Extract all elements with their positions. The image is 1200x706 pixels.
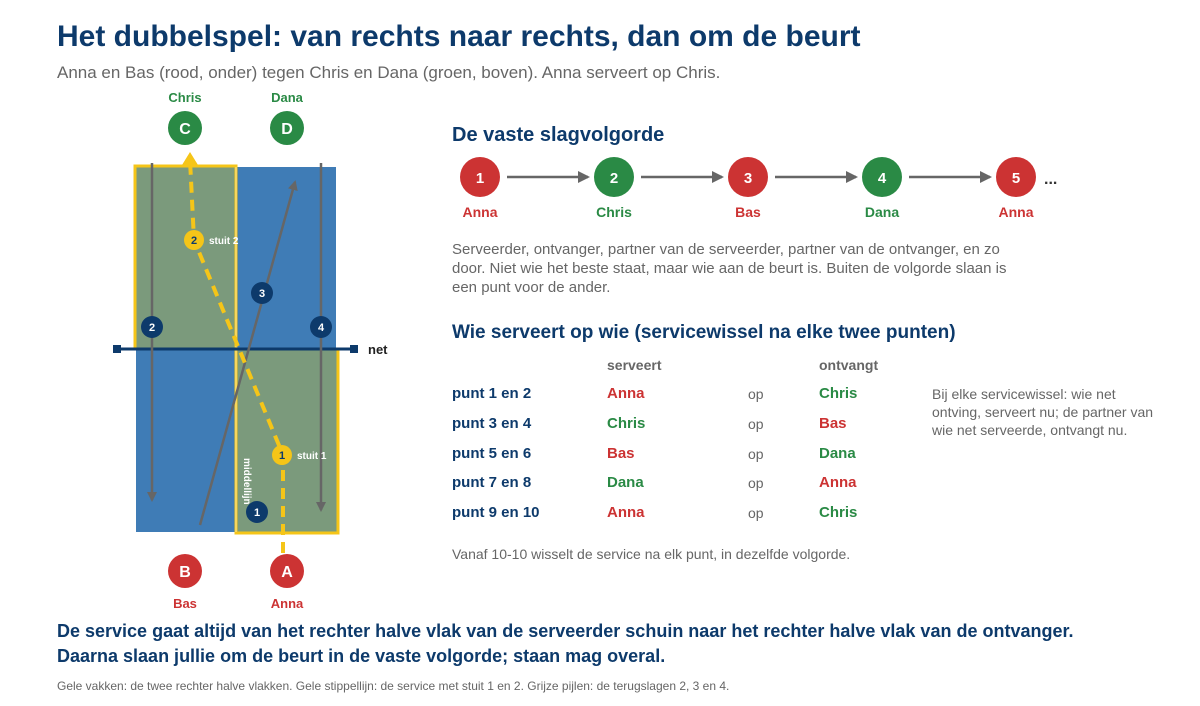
sequence-name-5: Anna (998, 204, 1034, 220)
column-header-receives: ontvangt (819, 357, 879, 373)
shot-number-3: 3 (258, 288, 266, 300)
court-diagram (0, 0, 420, 620)
page-title: Het dubbelspel: van rechts naar rechts, dan om de beurt (57, 20, 861, 53)
bottom-line-2: Daarna slaan jullie om de beurt in de vaste volgorde; staan mag overal. (57, 646, 666, 666)
row-2-op: op (748, 416, 764, 432)
sequence-name-3: Bas (735, 204, 761, 220)
row-2-server: Chris (607, 415, 646, 432)
player-label-bas: Bas (173, 596, 197, 611)
player-label-chris: Chris (168, 90, 202, 105)
bottom-line-1: De service gaat altijd van het rechter halve vlak van de serveerder schuin naar het rechter halve vlak van de ontvanger. (57, 621, 1074, 641)
net-label: net (368, 342, 388, 357)
sequence-name-1: Anna (462, 204, 498, 220)
bounce-number-1: 1 (278, 450, 286, 462)
net-post-left (113, 345, 121, 353)
row-4-receiver: Anna (819, 474, 857, 491)
column-header-serves: serveert (607, 357, 662, 373)
sequence-name-4: Dana (864, 204, 900, 220)
player-letter-dana: D (281, 121, 293, 138)
sequence-number-2: 2 (609, 170, 619, 187)
row-5-points: punt 9 en 10 (452, 504, 540, 521)
row-5-receiver: Chris (819, 504, 858, 521)
row-2-points: punt 3 en 4 (452, 415, 532, 432)
player-label-dana: Dana (271, 90, 303, 105)
player-letter-anna: A (281, 564, 293, 581)
row-4-points: punt 7 en 8 (452, 474, 532, 491)
sequence-flow (440, 150, 1080, 210)
row-4-op: op (748, 475, 764, 491)
row-3-op: op (748, 446, 764, 462)
sequence-ellipsis: ... (1044, 171, 1058, 188)
player-letter-chris: C (179, 121, 191, 138)
shot-number-4: 4 (317, 322, 325, 334)
row-1-op: op (748, 386, 764, 402)
bounce-number-2: 2 (190, 235, 198, 247)
sequence-name-2: Chris (596, 204, 632, 220)
row-4-server: Dana (607, 474, 644, 491)
midline-label: middellijn (241, 458, 252, 505)
shot-number-1: 1 (253, 507, 261, 519)
sequence-heading: De vaste slagvolgorde (452, 124, 665, 146)
service-side-note: Bij elke servicewissel: wie net ontving, serveert nu; de partner van wie net serveerde, ontvangt nu. (932, 386, 1154, 438)
row-3-server: Bas (607, 445, 635, 462)
bounce-label-1: stuit 1 (297, 451, 327, 462)
sequence-number-5: 5 (1011, 170, 1021, 187)
player-label-anna: Anna (270, 596, 304, 611)
row-1-points: punt 1 en 2 (452, 385, 532, 402)
shot-number-2: 2 (148, 322, 156, 334)
page-subtitle: Anna en Bas (rood, onder) tegen Chris en Dana (groen, boven). Anna serveert op Chris. (57, 63, 721, 82)
sequence-number-3: 3 (743, 170, 753, 187)
row-3-points: punt 5 en 6 (452, 445, 532, 462)
player-letter-bas: B (179, 564, 191, 581)
bounce-label-2: stuit 2 (209, 236, 239, 247)
sequence-number-1: 1 (475, 170, 485, 187)
row-5-op: op (748, 505, 764, 521)
sequence-description: Serveerder, ontvanger, partner van de serveerder, partner van de ontvanger, en zo door. Niet wie het beste staat, maar wie aan de beurt is. Buiten de volgorde slaan is een punt voor de ander. (452, 241, 1007, 296)
sequence-number-4: 4 (877, 170, 887, 187)
row-3-receiver: Dana (819, 445, 856, 462)
service-footer-note: Vanaf 10-10 wisselt de service na elk punt, in dezelfde volgorde. (452, 546, 851, 562)
row-5-server: Anna (607, 504, 645, 521)
service-table-heading: Wie serveert op wie (servicewissel na elke twee punten) (452, 322, 956, 343)
figure-caption: Gele vakken: de twee rechter halve vlakken. Gele stippellijn: de service met stuit 1 en 2. Grijze pijlen: de terugslagen 2, 3 en 4. (57, 679, 730, 693)
net-post-right (350, 345, 358, 353)
row-2-receiver: Bas (819, 415, 847, 432)
row-1-server: Anna (607, 385, 645, 402)
row-1-receiver: Chris (819, 385, 858, 402)
serve-arrowhead (182, 152, 198, 165)
